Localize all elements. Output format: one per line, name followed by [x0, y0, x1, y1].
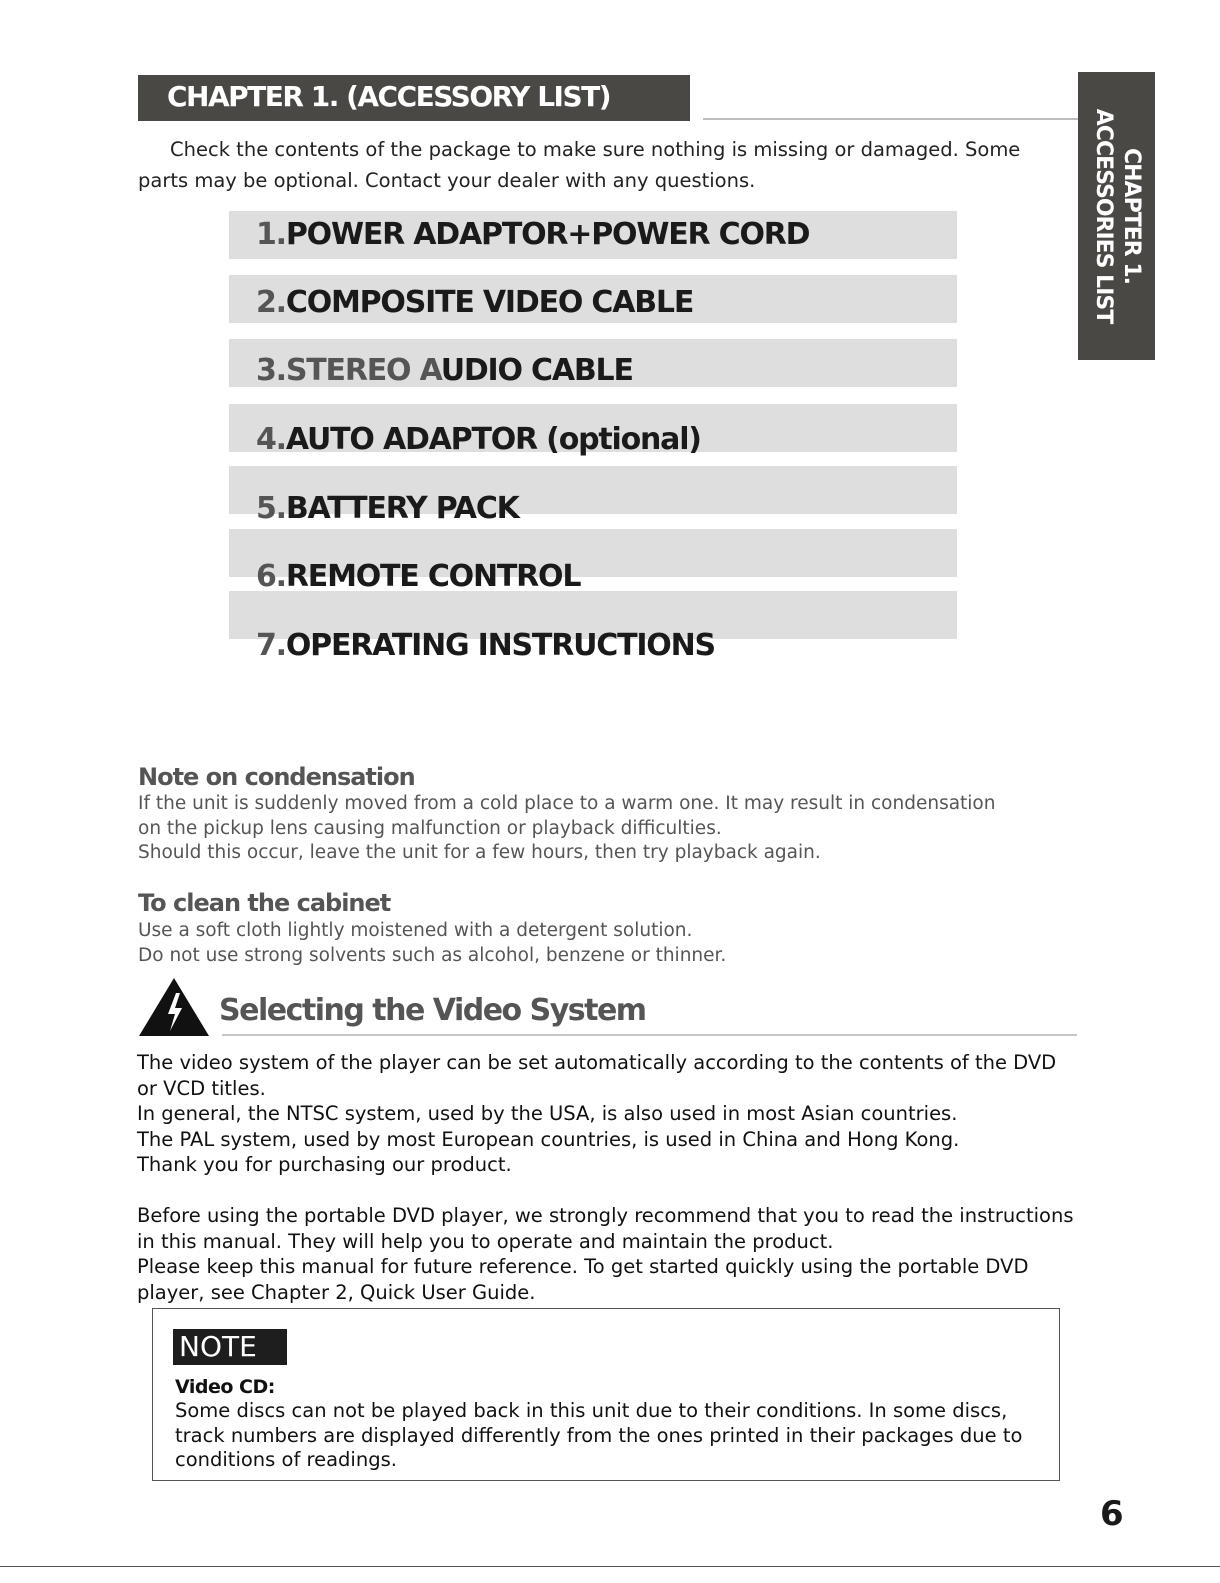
text-line: Please keep this manual for future reference. To get started quickly using the portable DVD	[137, 1255, 1029, 1278]
condensation-heading: Note on condensation	[138, 763, 415, 791]
accessory-item-4: 4.AUTO ADAPTOR (optional)	[256, 422, 701, 457]
text-line: The video system of the player can be set automatically according to the contents of the DVD	[137, 1051, 1057, 1074]
side-tab-line2: ACCESSORIES LIST	[1090, 108, 1116, 324]
section-divider	[222, 1034, 1077, 1036]
condensation-text	[138, 792, 1098, 866]
text-line: conditions of readings.	[175, 1448, 397, 1471]
text-line: Should this occur, leave the unit for a few hours, then try playback again.	[138, 842, 821, 863]
side-tab-text	[1089, 109, 1145, 323]
text-line: If the unit is suddenly moved from a cold place to a warm one. It may result in condensation	[138, 793, 996, 814]
text-line: Thank you for purchasing our product.	[137, 1153, 512, 1176]
page-number: 6	[1100, 1494, 1124, 1534]
text-line: The PAL system, used by most European countries, is used in China and Hong Kong.	[137, 1127, 960, 1151]
accessory-item-1: 1.POWER ADAPTOR+POWER CORD	[256, 217, 810, 252]
note-body	[175, 1399, 1055, 1473]
video-system-heading: Selecting the Video System	[219, 993, 646, 1028]
text-line: player, see Chapter 2, Quick User Guide.	[137, 1280, 536, 1304]
intro-text: Check the contents of the package to make sure nothing is missing or damaged. Some parts may be optional. Contact your dealer with any questions.	[138, 138, 1021, 192]
chapter-label: CHAPTER 1.	[167, 80, 338, 113]
text-line: track numbers are displayed differently from the ones printed in their packages due to	[175, 1423, 1023, 1447]
note-label: NOTE	[173, 1329, 287, 1365]
chapter-side-tab	[1078, 72, 1155, 360]
cleaning-text	[138, 919, 1098, 968]
accessory-item-5: 5.BATTERY PACK	[256, 491, 519, 526]
accessory-item-3: 3.STEREO AUDIO CABLE	[256, 353, 633, 388]
warning-triangle-lightning-icon	[138, 977, 210, 1037]
text-line: Use a soft cloth lightly moistened with a detergent solution.	[138, 920, 693, 941]
text-line: on the pickup lens causing malfunction or playback difficulties.	[138, 817, 722, 839]
accessory-item-6: 6.REMOTE CONTROL	[256, 559, 581, 594]
video-system-text	[137, 1050, 1127, 1178]
text-line: In general, the NTSC system, used by the USA, is also used in most Asian countries.	[137, 1102, 958, 1125]
accessory-item-7: 7.OPERATING INSTRUCTIONS	[256, 628, 715, 663]
side-tab-line1: CHAPTER 1.	[1118, 147, 1144, 284]
intro-paragraph	[138, 134, 1058, 196]
text-line: Before using the portable DVD player, we strongly recommend that you to read the instructions	[137, 1204, 1074, 1227]
manual-usage-text	[137, 1203, 1127, 1305]
text-line: Some discs can not be played back in this unit due to their conditions. In some discs,	[175, 1399, 1008, 1422]
text-line: or VCD titles.	[137, 1076, 266, 1100]
cleaning-heading: To clean the cabinet	[138, 889, 391, 917]
note-subheading: Video CD:	[175, 1376, 275, 1398]
chapter-title	[167, 80, 610, 113]
page-bottom-rule	[0, 1566, 1220, 1567]
header-divider	[703, 118, 1078, 120]
accessory-item-2: 2.COMPOSITE VIDEO CABLE	[256, 285, 694, 320]
chapter-subtitle: (ACCESSORY LIST)	[346, 80, 611, 113]
text-line: in this manual. They will help you to operate and maintain the product.	[137, 1229, 834, 1253]
text-line: Do not use strong solvents such as alcohol, benzene or thinner.	[138, 944, 727, 966]
